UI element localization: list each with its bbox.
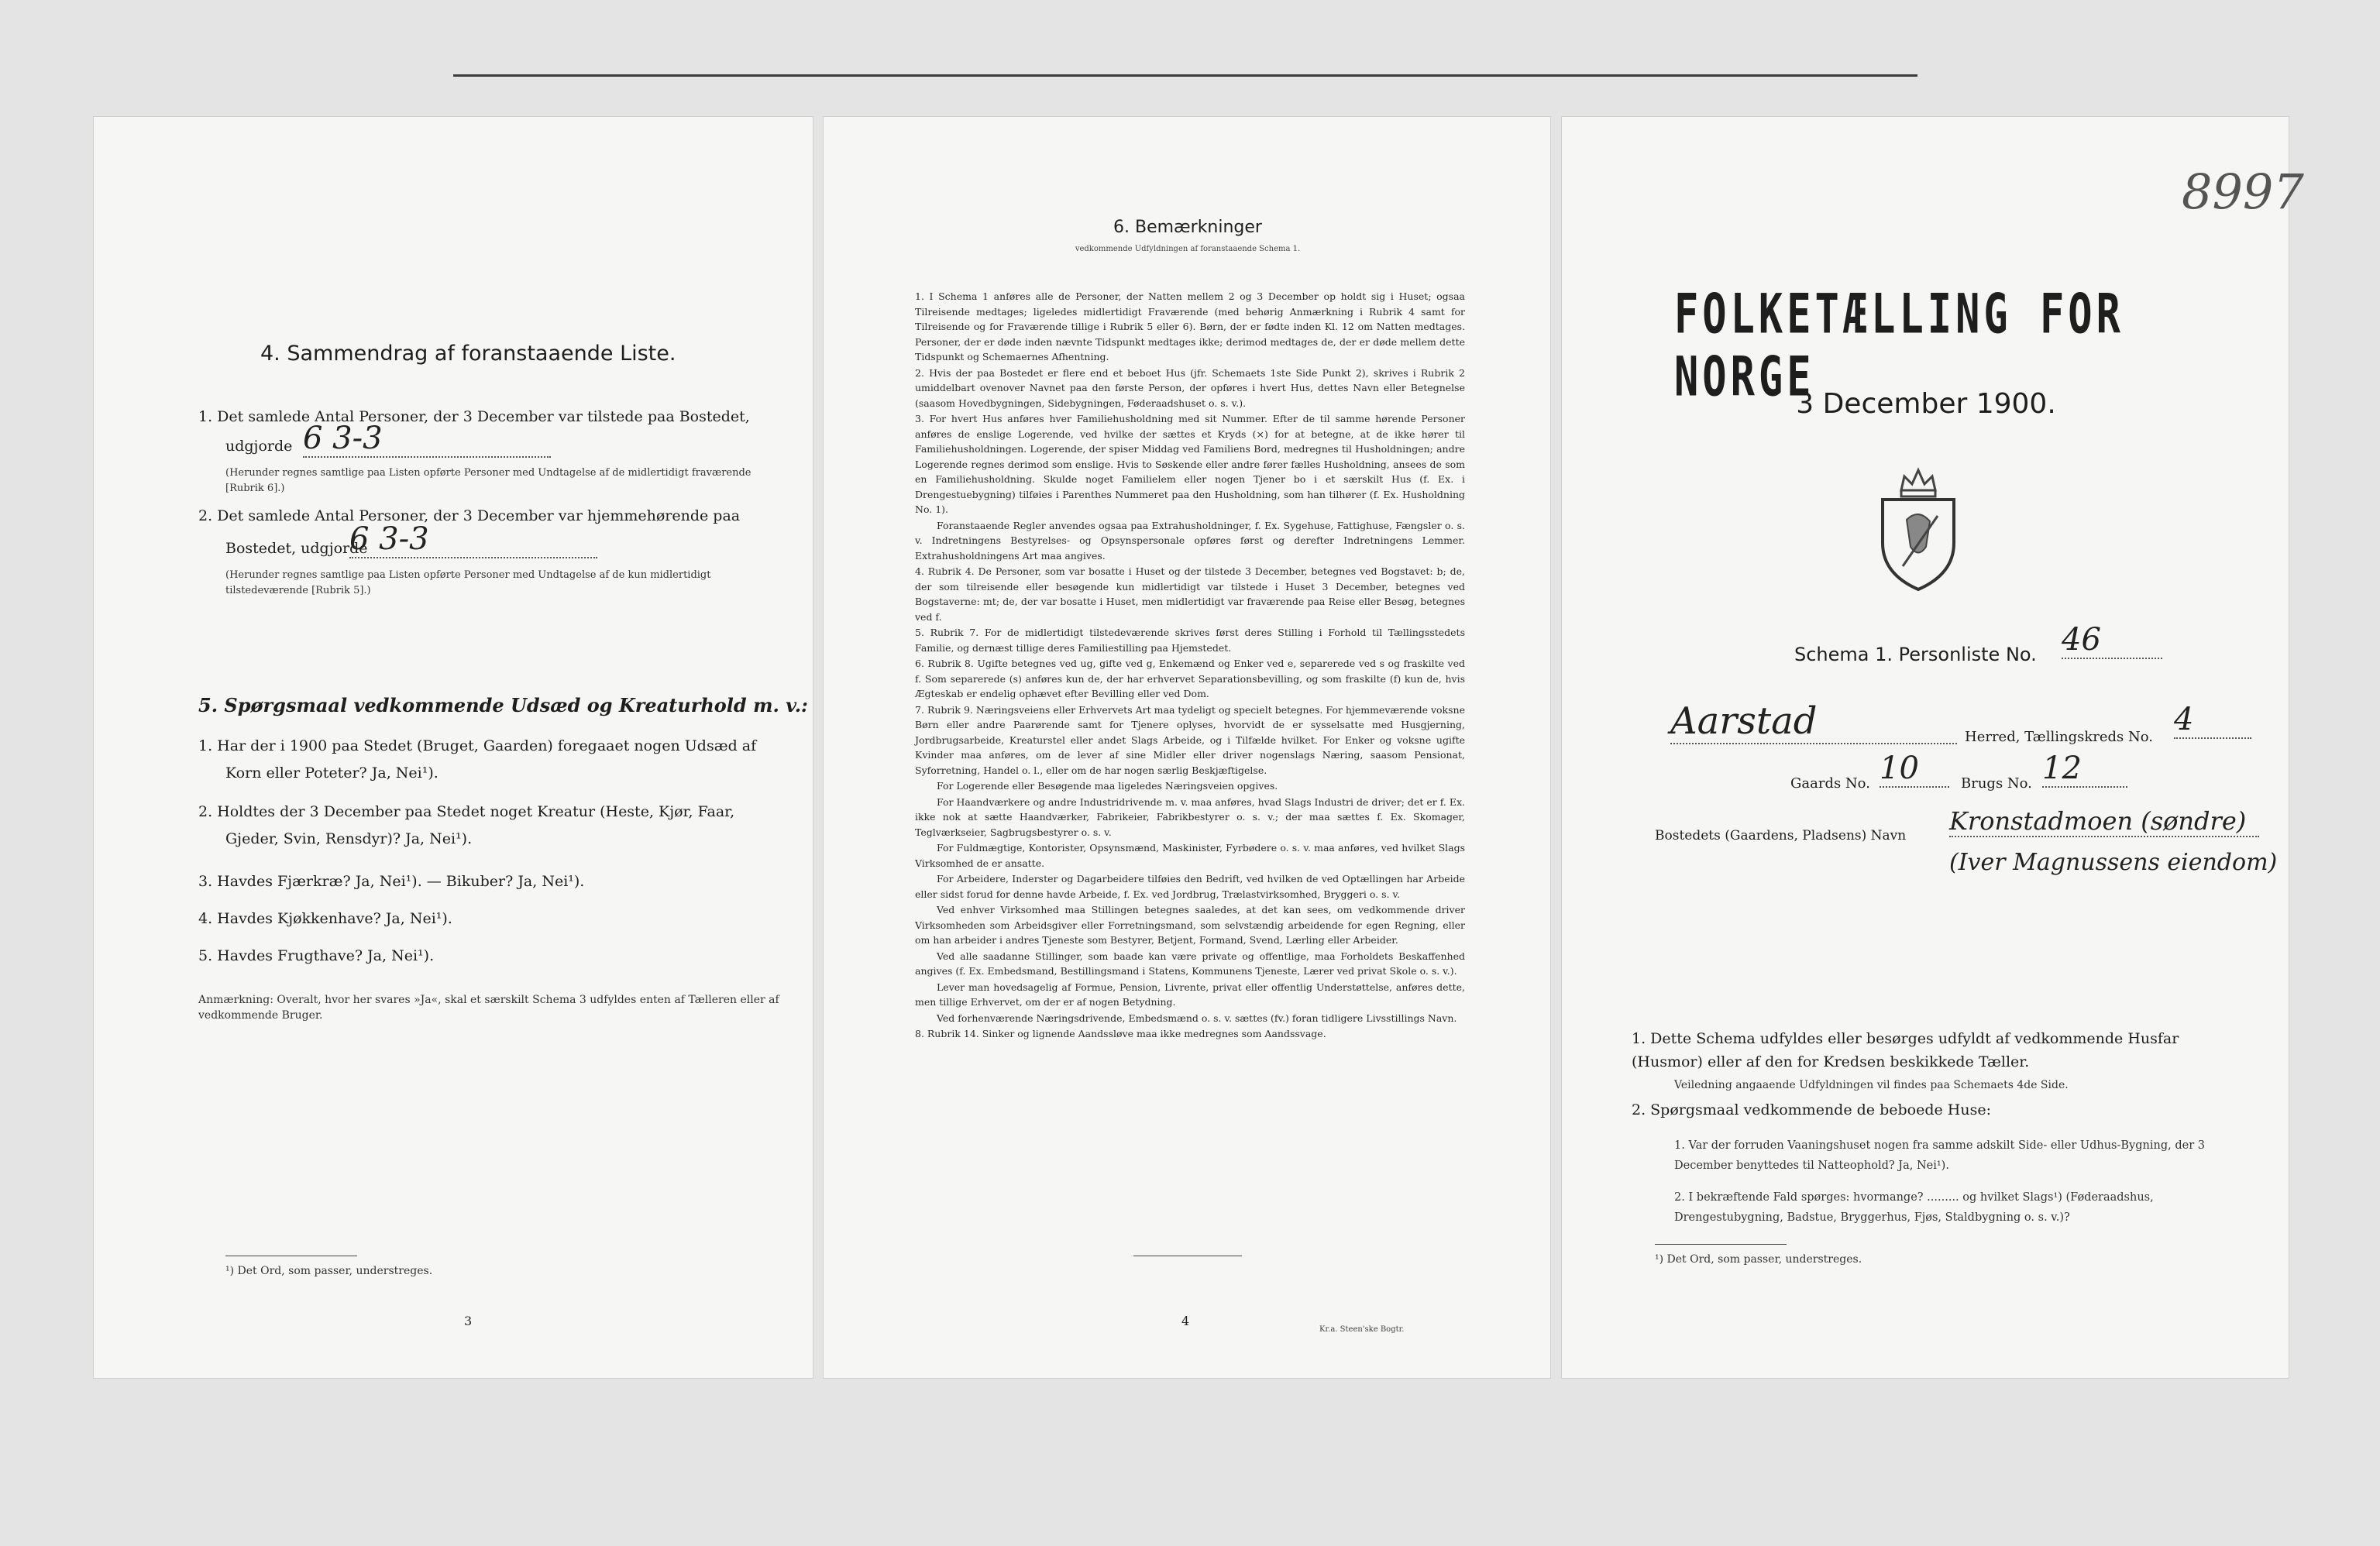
remark-para: 5. Rubrik 7. For de midlertidigt tilstedeværende skrives først deres Stilling i Forhold til Tællingsstedets Familie, og dernæst tillige deres Familiestilling paa Hjemstedet.: [915, 627, 1465, 654]
remark-para: For Arbeidere, Inderster og Dagarbeidere tilføies den Bedrift, ved hvilken de ved Optællingen har Arbeide eller sidst forud for denne havde Arbeide, f. Ex. ved Jordbrug, Trælastvirksomhed, Bryggeri o. s. v.: [915, 873, 1465, 900]
remarks-subtitle: vedkommende Udfyldningen af foranstaaende Schema 1.: [1075, 245, 1301, 253]
remark-para: 2. Hvis der paa Bostedet er flere end et beboet Hus (jfr. Schemaets 1ste Side Punkt 2), skrives i Rubrik 2 umiddelbart ovenover Navnet paa den første Person, der opføres i hvert Hus, dettes Navn eller Betegnelse (saasom Hovedbygningen, Sidebygningen, Føderaadshuset o. s. v.).: [915, 366, 1465, 409]
remark-para: Lever man hovedsagelig af Formue, Pension, Livrente, privat eller offentlig Understøttelse, anføres dette, men tillige Erhvervet, om der er af nogen Betydning.: [915, 981, 1465, 1008]
summary-q2-note: (Herunder regnes samtlige paa Listen opførte Personer med Undtagelse af de kun midlertidigt tilstedeværende [Rubrik 5].): [225, 569, 711, 596]
remark-para: For Fuldmægtige, Kontorister, Opsynsmænd, Maskinister, Fyrbødere o. s. v. maa anføres, ved hvilket Slags Virksomhed de er ansatte.: [915, 842, 1465, 869]
bosted-label: Bostedets (Gaardens, Pladsens) Navn: [1655, 828, 1907, 843]
gaards-number: 10: [1880, 751, 1949, 788]
taellingskreds-number: 4: [2174, 702, 2251, 739]
remark: Anmærkning: Overalt, hvor her svares »Ja«, skal et særskilt Schema 3 udfyldes enten af Tælleren eller af vedkommende Bruger.: [198, 994, 779, 1022]
page-right: [1561, 116, 2304, 1379]
summary-q1-value: 6 3-3: [303, 421, 551, 458]
printer-imprint: Kr.a. Steen'ske Bogtr.: [1319, 1325, 1405, 1334]
summary-q1-note: (Herunder regnes samtlige paa Listen opførte Personer med Undtagelse af de midlertidigt fraværende [Rubrik 6].): [225, 467, 751, 494]
brugs-number: 12: [2042, 751, 2127, 788]
page-middle: [823, 116, 1551, 1379]
summary-q2-label: Bostedet, udgjorde: [225, 540, 368, 557]
page-number-4: 4: [1181, 1314, 1190, 1328]
remarks-title: 6. Bemærkninger: [1113, 218, 1262, 237]
bosted-value-2: (Iver Magnussens eiendom): [1949, 849, 2278, 876]
bosted-value: Kronstadmoen (søndre): [1949, 806, 2259, 837]
remark-para: 8. Rubrik 14. Sinker og lignende Aandssløve maa ikke medregnes som Aandssvage.: [915, 1028, 1326, 1039]
instruction-2: 2. Spørgsmaal vedkommende de beboede Huse:: [1632, 1101, 1991, 1118]
page-number-3: 3: [464, 1314, 473, 1328]
coat-of-arms-icon: [1872, 466, 1965, 593]
crop-q5: 5. Havdes Frugthave? Ja, Nei¹).: [198, 947, 435, 964]
remark-para: 3. For hvert Hus anføres hver Familiehusholdning med sit Nummer. Efter de til samme hørende Personer anføres de enslige Logerende, ved hvilke der sættes et Kryds (×) for at betegne, at de ikke hører til Familiehusholdningen. Logerende, der spiser Middag ved Familiens Bord, medregnes til Husholdningen; andre Logerende regnes derimod som enslige. Hvis to Søskende eller andre fører fælles Husholdning, ansees de som en Familiehusholdning. Skulde noget Familielem eller nogen Tjener bo i et særskilt Hus (f. Ex. i Drengestuebygning) tilføies i Parenthes Nummeret paa den Husholdning, som han tilhører (f. Ex. Husholdning No. 1).: [915, 413, 1465, 515]
crop-q1a: 1. Har der i 1900 paa Stedet (Bruget, Gaarden) foregaaet nogen Udsæd af: [198, 737, 757, 754]
instruction-1-note: Veiledning angaaende Udfyldningen vil findes paa Schemaets 4de Side.: [1674, 1079, 2069, 1091]
summary-q2-value: 6 3-3: [349, 521, 597, 558]
personliste-number: 46: [2062, 622, 2162, 659]
archive-number: 8997: [2182, 163, 2304, 220]
census-date: 3 December 1900.: [1796, 388, 2056, 420]
crop-q3: 3. Havdes Fjærkræ? Ja, Nei¹). — Bikuber? Ja, Nei¹).: [198, 873, 585, 890]
remark-para: Foranstaaende Regler anvendes ogsaa paa Extrahusholdninger, f. Ex. Sygehuse, Fattighuse, Fængsler o. s. v. Indretningens Bestyrelses- og Opsynspersonale opføres først og derefter Indretningens Lemmer. Extrahusholdningens Art maa angives.: [915, 519, 1465, 562]
herred-label: Herred, Tællingskreds No.: [1965, 729, 2153, 745]
remark-para: For Haandværkere og andre Industridrivende m. v. maa anføres, hvad Slags Industri de driver; det er f. Ex. ikke nok at sætte Haandværker, Fabrikeier, Fabrikbestyrer o. s. v.; der maa sættes f. Ex. Skomager, Teglværkseier, Sagbrugsbestyrer o. s. v.: [915, 795, 1465, 838]
remark-para: For Logerende eller Besøgende maa ligeledes Næringsveien opgives.: [937, 780, 1278, 792]
page-left: [93, 116, 813, 1379]
crop-q4: 4. Havdes Kjøkkenhave? Ja, Nei¹).: [198, 910, 452, 927]
remark-para: 4. Rubrik 4. De Personer, som var bosatte i Huset og der tilstede 3 December, betegnes ved Bogstavet: b; de, der som tilreisende eller besøgende kun midlertidigt var tilstede i Huset 3 December, betegnes ved Bogstaverne: mt; de, der var bosatte i Huset, men midlertidigt var fraværende paa Reise eller Besøg, betegnes ved f.: [915, 565, 1465, 623]
gaards-label: Gaards No.: [1790, 775, 1870, 792]
summary-q2: 2. Det samlede Antal Personer, der 3 December var hjemmehørende paa: [198, 507, 741, 524]
remark-para: 1. I Schema 1 anføres alle de Personer, der Natten mellem 2 og 3 December op holdt sig i Huset; ogsaa Tilreisende medtages; ligeledes midlertidigt Fraværende (med behørig Anmærkning i Rubrik 4 samt for Tilreisende og for Fraværende tillige i Rubrik 5 eller 6). Børn, der er fødte inden Kl. 12 om Natten medtages. Personer, der er døde inden nævnte Tidspunkt medtages ikke; derimod medtages de, der er døde mellem dette Tidspunkt og Schemaernes Afhentning.: [915, 290, 1465, 362]
summary-q1-label: udgjorde: [225, 438, 293, 455]
crop-q2a: 2. Holdtes der 3 December paa Stedet noget Kreatur (Heste, Kjør, Faar,: [198, 803, 735, 820]
schema-label: Schema 1. Personliste No.: [1794, 644, 2037, 665]
census-title: FOLKETÆLLING FOR NORGE: [1674, 283, 2124, 409]
section-5-title: 5. Spørgsmaal vedkommende Udsæd og Kreaturhold m. v.:: [198, 694, 808, 716]
remarks-body: [915, 289, 1465, 1042]
footnote-right: ¹) Det Ord, som passer, understreges.: [1655, 1253, 1862, 1266]
remark-para: Ved alle saadanne Stillinger, som baade kan være private og offentlige, maa Forholdets Beskaffenhed angives (f. Ex. Embedsmand, Bestillingsmand i Statens, Kommunens Tjeneste, Lærer ved privat Skole o. s. v.).: [915, 950, 1465, 977]
section-4-title: 4. Sammendrag af foranstaaende Liste.: [260, 342, 676, 366]
remark-para: Ved forhenværende Næringsdrivende, Embedsmænd o. s. v. sættes (fv.) foran tidligere Livsstillings Navn.: [937, 1012, 1457, 1024]
house-question-2: 2. I bekræftende Fald spørges: hvormange? ......... og hvilket Slags¹) (Føderaadshus, Drengestubygning, Badstue, Bryggerhus, Fjøs, Staldbygning o. s. v.)?: [1674, 1191, 2154, 1224]
brugs-label: Brugs No.: [1961, 775, 2032, 792]
remark-para: 7. Rubrik 9. Næringsveiens eller Erhvervets Art maa tydeligt og specielt betegnes. For hjemmeværende voksne Børn eller andre Paarørende samt for Tjenere oplyses, hvorvidt de er sysselsatte med Husgjerning, Jordbrugsarbeide, Kreaturstel eller andet Slags Arbeide, og i Tilfælde hvilket. For Enker og voksne ugifte Kvinder maa anføres, om de lever af sine Midler eller driver nogenslags Næring, saasom Pensionat, Syforretning, Handel o. l., eller om de har nogen særlig Beskjæftigelse.: [915, 703, 1465, 776]
crop-q2b: Gjeder, Svin, Rensdyr)? Ja, Nei¹).: [225, 830, 473, 847]
instruction-1: 1. Dette Schema udfyldes eller besørges udfyldt af vedkommende Husfar (Husmor) eller af den for Kredsen beskikkede Tæller.: [1632, 1030, 2179, 1070]
scan-top-rule: [453, 74, 1917, 77]
crop-q1b: Korn eller Poteter? Ja, Nei¹).: [225, 764, 439, 782]
herred-value: Aarstad: [1670, 699, 1957, 744]
footnote-left: ¹) Det Ord, som passer, understreges.: [225, 1265, 433, 1277]
house-question-1: 1. Var der forruden Vaaningshuset nogen fra samme adskilt Side- eller Udhus-Bygning, der 3 December benyttedes til Natteophold? Ja, Nei¹).: [1674, 1139, 2205, 1172]
summary-q1: 1. Det samlede Antal Personer, der 3 December var tilstede paa Bostedet,: [198, 408, 750, 425]
remark-para: 6. Rubrik 8. Ugifte betegnes ved ug, gifte ved g, Enkemænd og Enker ved e, separerede ved s og fraskilte ved f. Som separerede (s) anføres kun de, der har erhvervet Separationsbevilling, og som fraskilte (f) kun de, hvis Ægteskab er endelig ophævet efter Bevilling eller ved Dom.: [915, 658, 1465, 699]
remark-para: Ved enhver Virksomhed maa Stillingen betegnes saaledes, at det kan sees, om vedkommende driver Virksomheden som Arbeidsgiver eller Forretningsmand, som selvstændig arbeidende for egen Regning, eller om han arbeider i andres Tjeneste som Bestyrer, Betjent, Formand, Svend, Lærling eller Arbeider.: [915, 904, 1465, 946]
